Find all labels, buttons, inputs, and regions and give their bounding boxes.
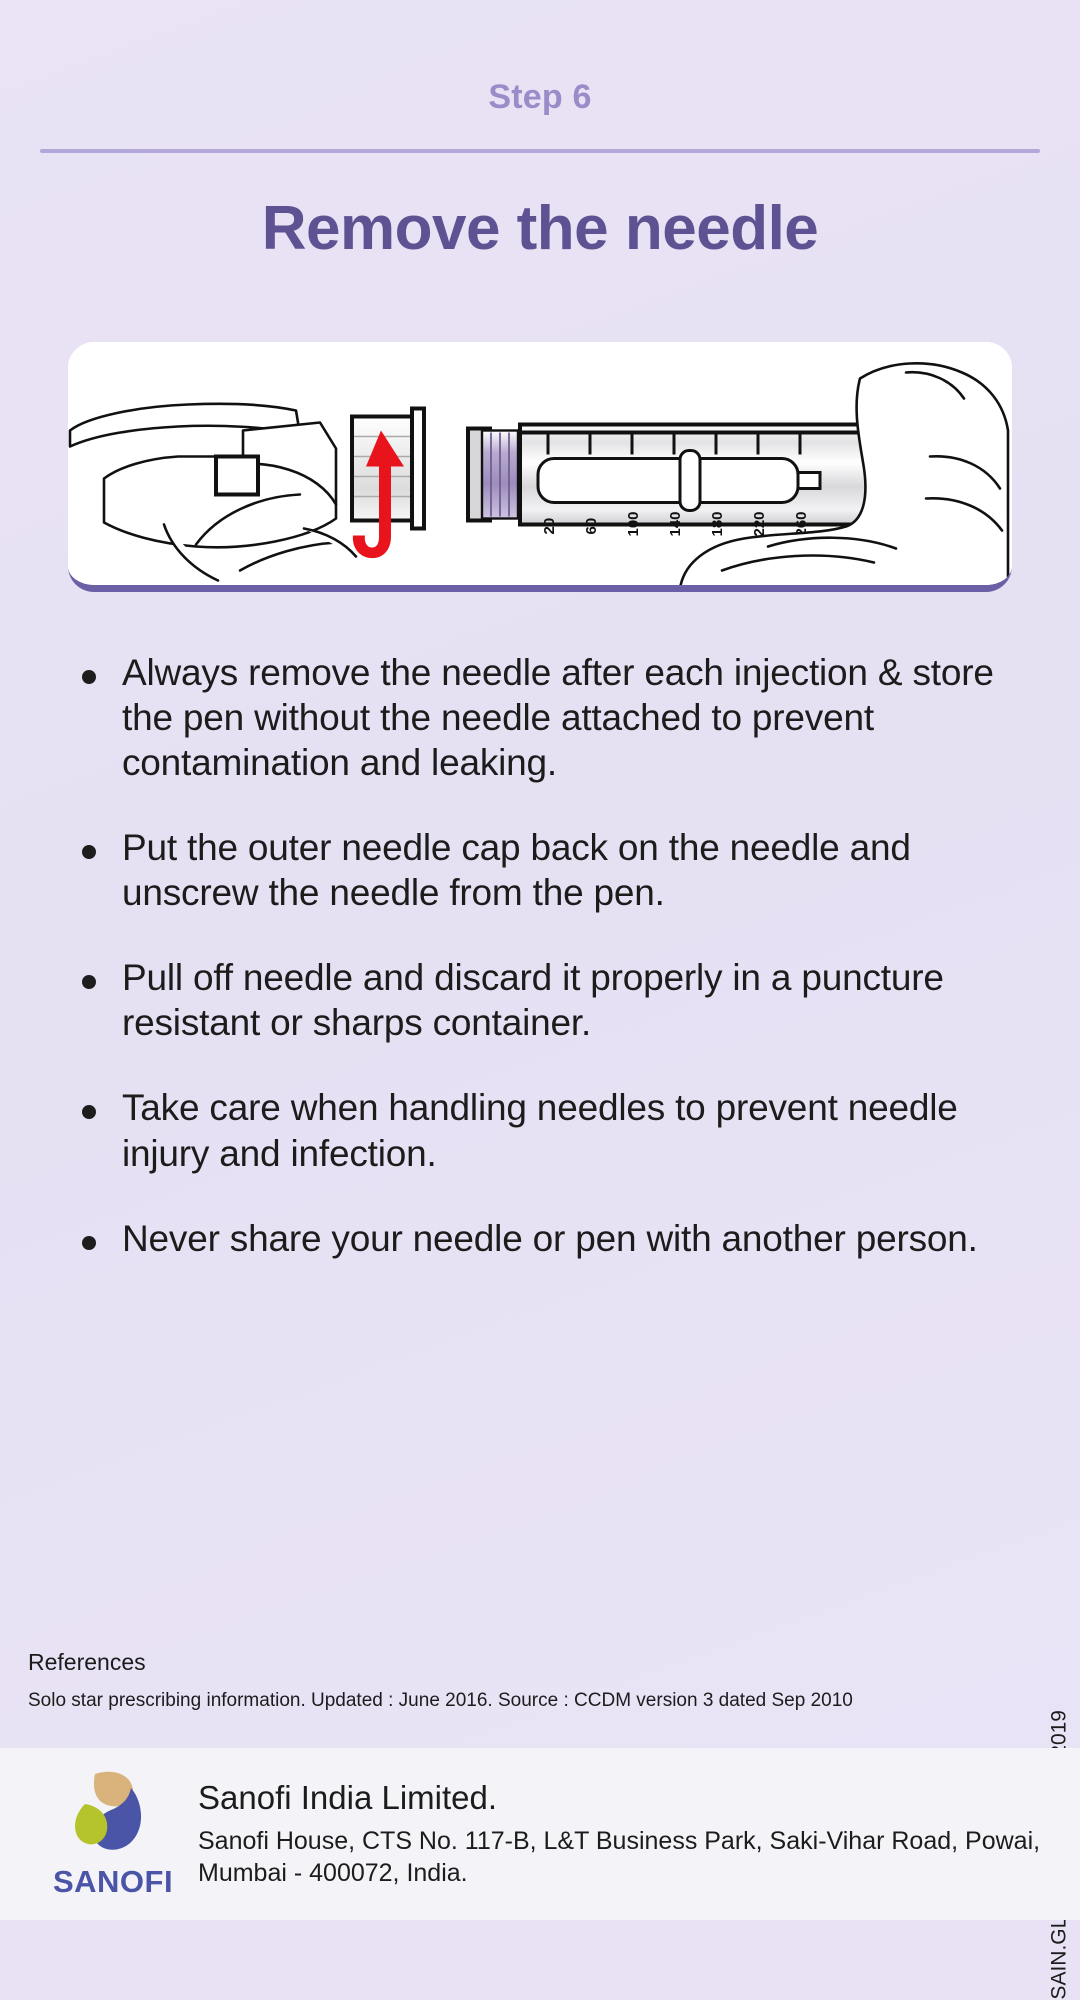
svg-text:260: 260 [793, 511, 810, 537]
header-divider [40, 149, 1040, 153]
insulin-pen-diagram-icon [68, 342, 1012, 585]
list-item-text: Never share your needle or pen with another person. [122, 1217, 978, 1259]
company-address-line-1: Sanofi House, CTS No. 117-B, L&T Business Park, Saki-Vihar Road, Powai, [198, 1826, 1041, 1855]
step-label: Step 6 [488, 78, 592, 116]
bullet-point-icon [82, 1105, 96, 1119]
illustration-card [68, 342, 1012, 592]
svg-text:220: 220 [751, 511, 768, 537]
list-item [82, 1085, 1034, 1175]
footer-details [198, 1779, 1040, 1890]
list-item [82, 825, 1034, 915]
bullet-point-icon [82, 975, 96, 989]
instruction-list [0, 650, 1080, 1301]
bullet-point-icon [82, 1236, 96, 1250]
sanofi-wordmark: SANOFI [52, 1864, 174, 1899]
page-title: Remove the needle [261, 194, 819, 263]
list-item-text: Always remove the needle after each injection & store the pen without the needle attached to prevent contamination and leaking. [122, 651, 994, 783]
svg-text:20: 20 [541, 517, 558, 535]
list-item-text: Pull off needle and discard it properly in a puncture resistant or sharps container. [122, 957, 944, 1044]
list-item-text: Take care when handling needles to prevent needle injury and infection. [122, 1087, 958, 1174]
list-item [82, 650, 1034, 785]
list-item [82, 955, 1034, 1045]
svg-text:180: 180 [709, 511, 726, 537]
footer [0, 1748, 1080, 1920]
bullet-point-icon [82, 670, 96, 684]
company-name: Sanofi India Limited. [198, 1778, 498, 1816]
references-heading: References [28, 1649, 146, 1675]
company-address-line-2: Mumbai - 400072, India. [198, 1859, 468, 1887]
svg-text:140: 140 [667, 511, 684, 537]
list-item [82, 1216, 1034, 1261]
svg-text:100: 100 [625, 511, 642, 537]
bullet-point-icon [82, 845, 96, 859]
references-text: Solo star prescribing information. Updated : June 2016. Source : CCDM version 3 dated Sep 2010 [28, 1690, 853, 1711]
svg-text:60: 60 [583, 517, 600, 535]
illustration-container [68, 342, 1012, 592]
sanofi-logo-icon [65, 1768, 161, 1860]
list-item-text: Put the outer needle cap back on the needle and unscrew the needle from the pen. [122, 826, 911, 914]
sanofi-logo [38, 1768, 188, 1900]
references-block [28, 1649, 960, 1712]
